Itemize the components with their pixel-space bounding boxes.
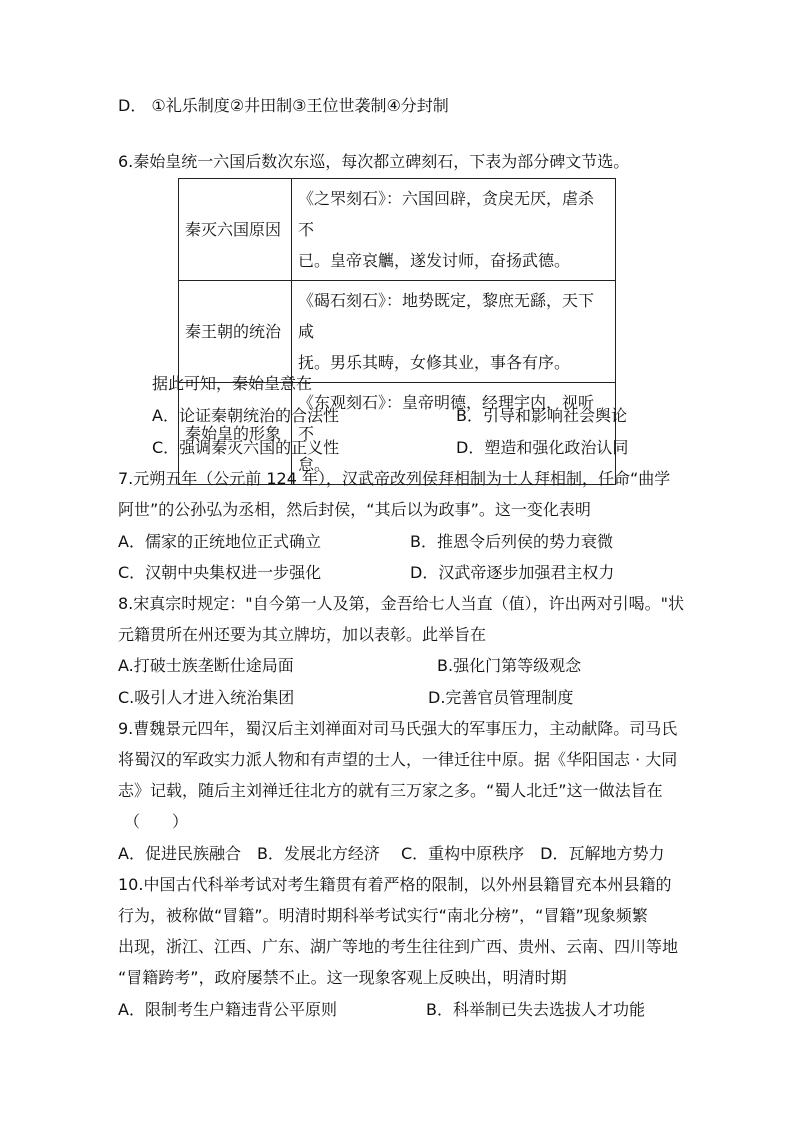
q7-option-c: C．汉朝中央集权进一步强化: [118, 563, 322, 582]
q7-stem-line: 阿世”的公孙弘为丞相，然后封侯，“其后以为政事”。这一变化表明: [118, 500, 591, 519]
q8-stem-line: 8.宋真宗时规定："自今第一人及第，金吾给七人当直（值），许出两对引喝。"状: [118, 594, 684, 613]
q9-stem-line: 将蜀汉的军政实力派人物和有声望的士人，一律迁往中原。据《华阳国志 · 大同: [118, 750, 678, 769]
q6-question: 据此可知，秦始皇意在: [152, 374, 313, 393]
q8-option-d: D.完善官员管理制度: [428, 688, 574, 707]
table-cell-line: 抚。男乐其畴，女修其业，事各有序。: [298, 353, 571, 372]
q10-stem-line: 出现，浙江、江西、广东、湖广等地的考生往往到广西、贵州、云南、四川等地: [118, 937, 679, 956]
q10-stem-line: 行为，被称做“冒籍”。明清时期科举考试实行“南北分榜”，“冒籍”现象频繁: [118, 906, 648, 925]
table-cell-line: 《东观刻石》：皇帝明德，经理宇内，视听不: [298, 393, 595, 443]
q6-stem: 6.秦始皇统一六国后数次东巡，每次都立碑刻石，下表为部分碑文节选。: [118, 152, 630, 171]
q9-stem-line: 志》记载，随后主刘禅迁往北方的就有三万家之多。“蜀人北迁”这一做法旨在: [118, 781, 663, 800]
table-row-header: 秦灭六国原因: [179, 179, 292, 281]
table-row-header: 秦始皇的形象: [179, 383, 292, 485]
table-row-header: 秦王朝的统治: [179, 281, 292, 383]
table-row: [179, 179, 616, 281]
table-cell: [292, 179, 616, 281]
q6-option-b: B．引导和影响社会舆论: [456, 406, 627, 425]
q9-stem-line: 9.曹魏景元四年，蜀汉后主刘禅面对司马氏强大的军事压力，主动献降。司马氏: [118, 719, 678, 738]
table-cell: [292, 281, 616, 383]
q8-stem-line: 元籍贯所在州还要为其立牌坊，加以表彰。此举旨在: [118, 625, 487, 644]
q8-option-a: A.打破士族垄断仕途局面: [118, 656, 294, 675]
q8-option-c: C.吸引人才进入统治集团: [118, 688, 295, 707]
q10-stem-line: “冒籍跨考”，政府屡禁不止。这一现象客观上反映出，明清时期: [118, 968, 567, 987]
table-cell-line: 《碣石刻石》：地势既定，黎庶无繇，天下咸: [298, 291, 595, 341]
q5-option-d: D． ①礼乐制度②井田制③王位世袭制④分封制: [118, 96, 449, 115]
q10-stem-line: 10.中国古代科举考试对考生籍贯有着严格的限制，以外州县籍冒充本州县籍的: [118, 875, 672, 894]
q9-answer-blank: （ ）: [124, 812, 189, 831]
table-cell-line: 怠。: [298, 455, 331, 474]
table-cell-line: 《之罘刻石》：六国回辟，贪戾无厌，虐杀不: [298, 189, 595, 239]
q8-option-b: B.强化门第等级观念: [437, 656, 582, 675]
q7-option-b: B．推恩令后列侯的势力衰微: [410, 532, 613, 551]
q10-option-a: A．限制考生户籍违背公平原则: [118, 1000, 337, 1019]
q6-option-a: A．论证秦朝统治的合法性: [152, 406, 339, 425]
table-cell-line: 已。皇帝哀觽，遂发讨师，奋扬武德。: [298, 251, 571, 270]
table-row: [179, 281, 616, 383]
q10-option-b: B．科举制已失去选拔人才功能: [426, 1000, 645, 1019]
q6-option-d: D．塑造和强化政治认同: [456, 438, 629, 457]
q9-options: A．促进民族融合 B．发展北方经济 C．重构中原秩序 D．瓦解地方势力: [118, 844, 665, 863]
q7-stem-line: 7.元朔五年（公元前 124 年），汉武帝改列侯拜相制为士人拜相制，任命“曲学: [118, 469, 671, 488]
q7-option-d: D．汉武帝逐步加强君主权力: [410, 563, 615, 582]
q6-option-c: C．强调秦灭六国的正义性: [152, 438, 340, 457]
q7-option-a: A．儒家的正统地位正式确立: [118, 532, 321, 551]
